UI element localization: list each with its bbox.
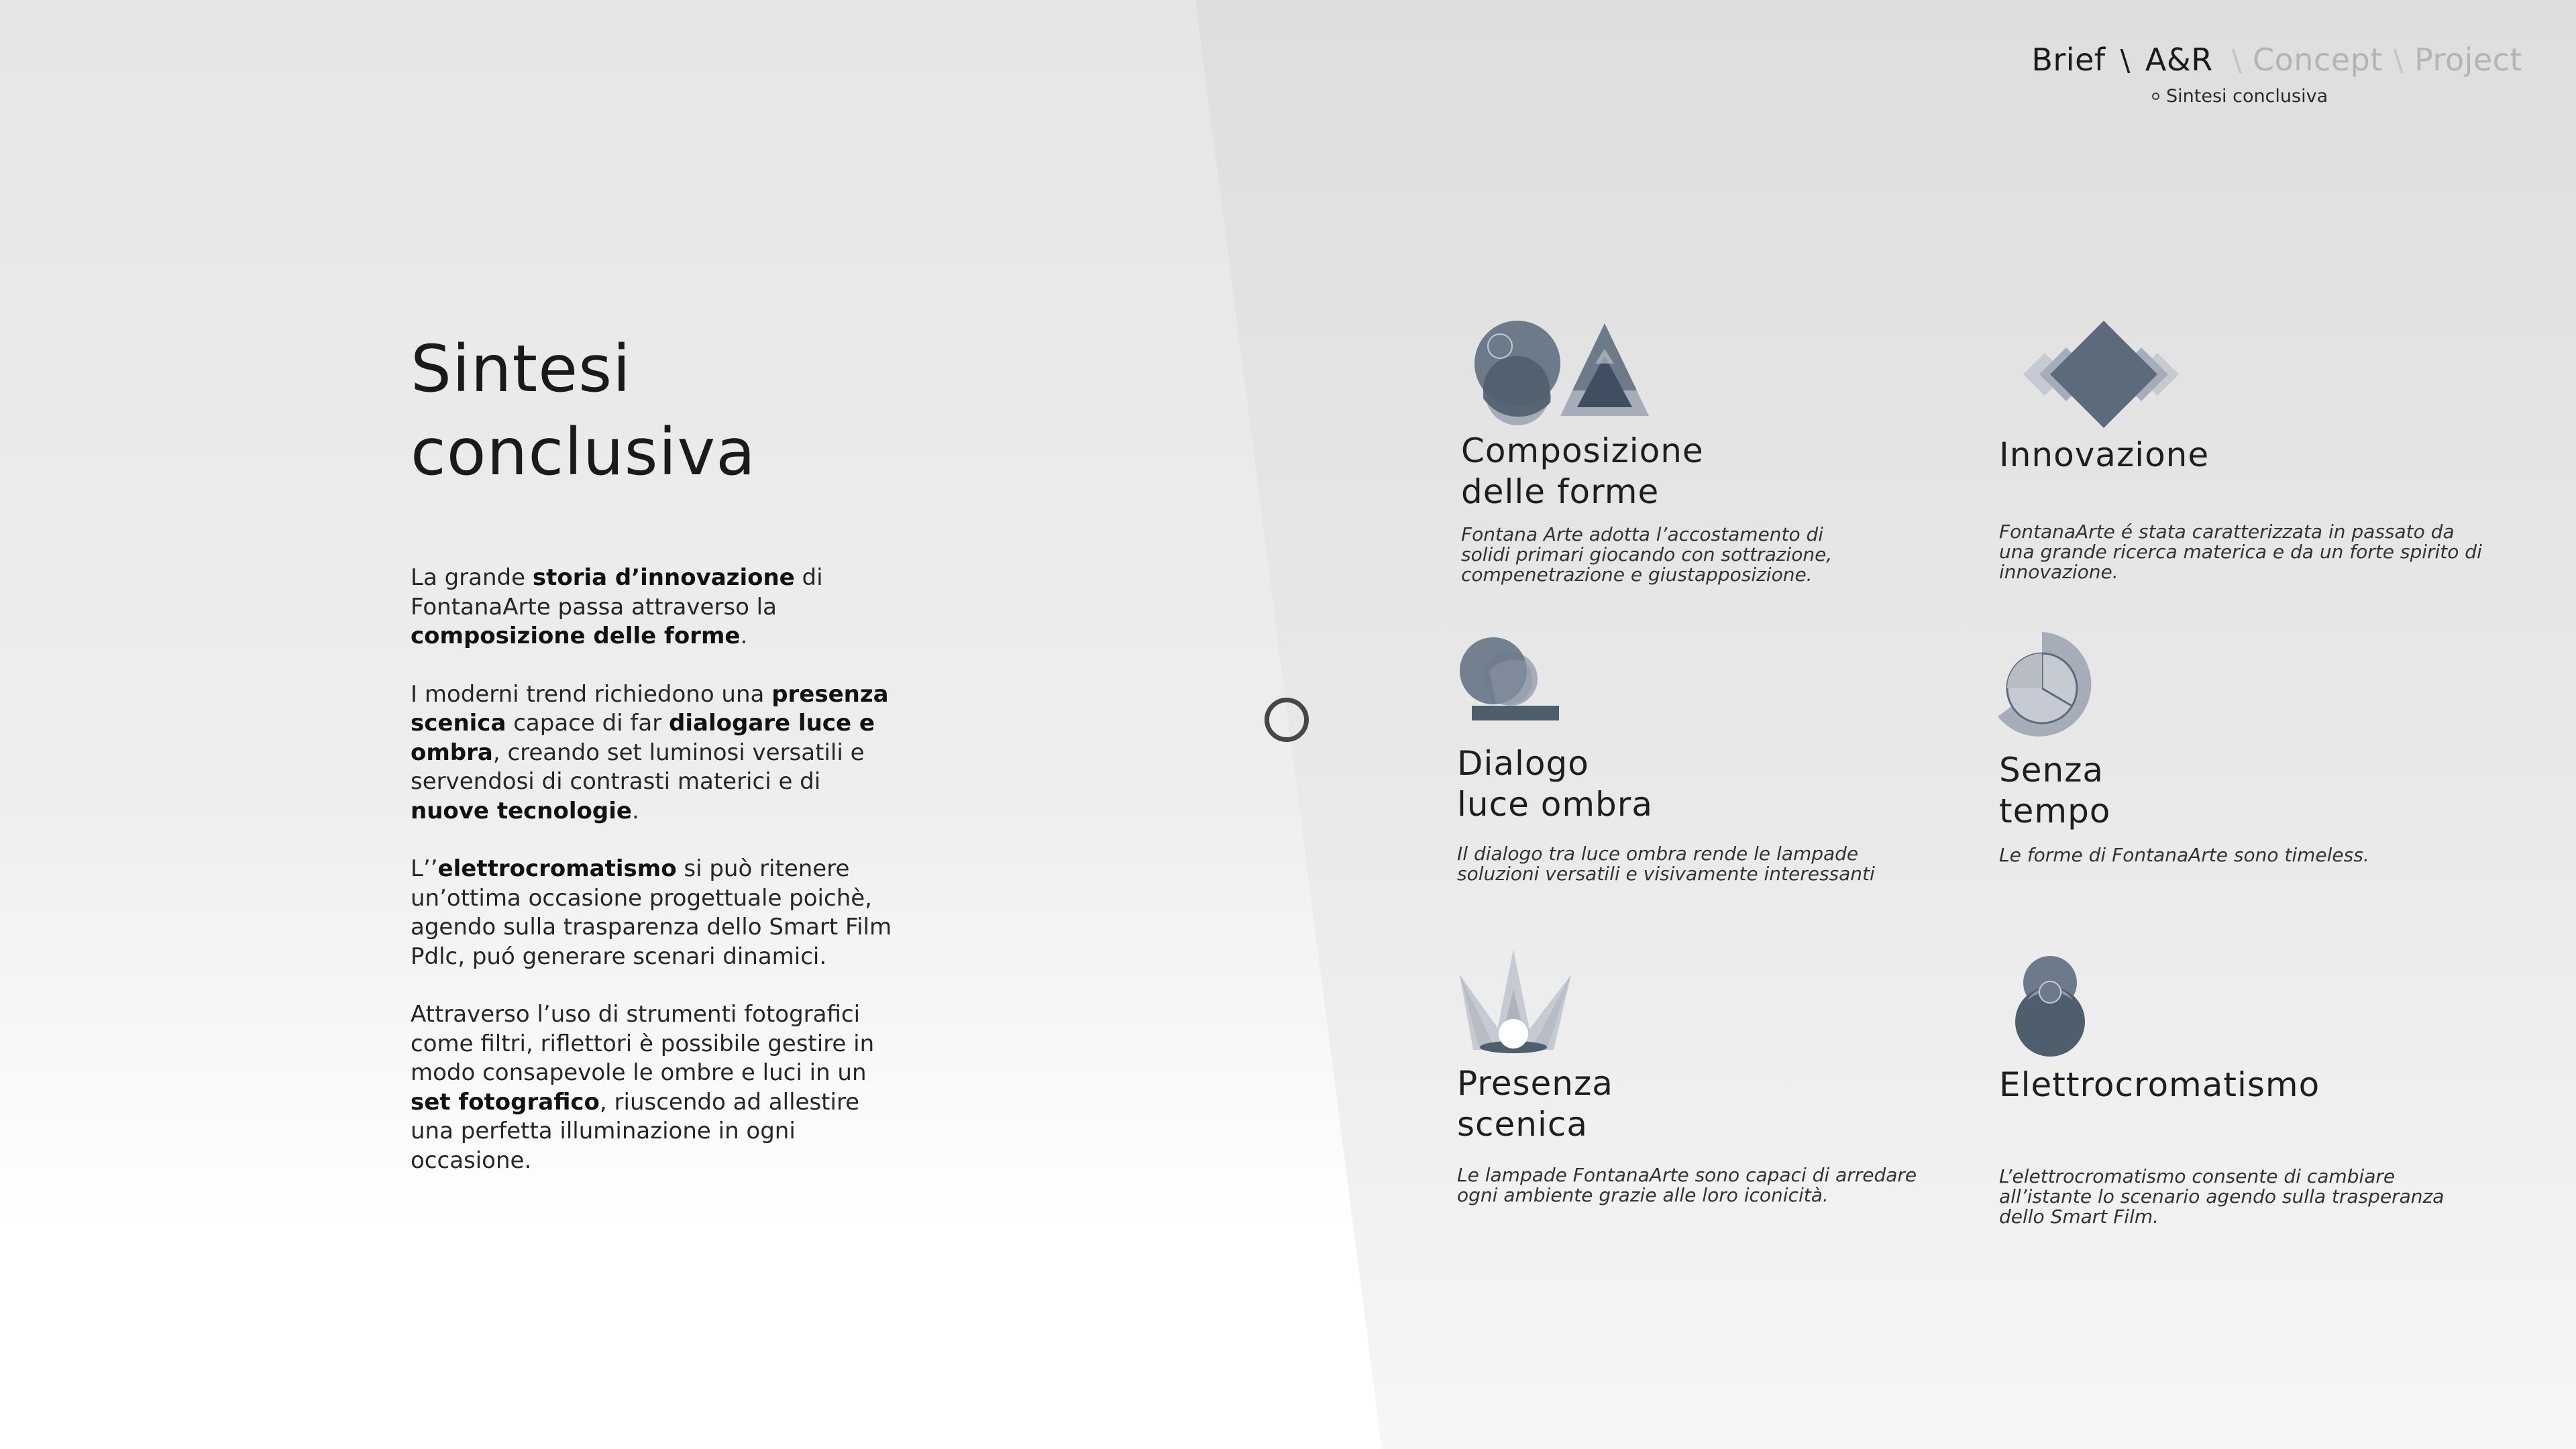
feature-title: scenica bbox=[1457, 1105, 1589, 1144]
body-text bbox=[411, 564, 894, 1204]
feature-description: FontanaArte é stata caratterizzata in passato da una grande ricerca materica e da un forte spirito di innovazione. bbox=[1999, 521, 2482, 583]
nav-separator: \ bbox=[2393, 44, 2404, 78]
feature-title: Presenza bbox=[1457, 1064, 1613, 1103]
body-text-run: La grande bbox=[411, 564, 533, 591]
light-shadow-icon bbox=[1456, 631, 1590, 724]
stage-spotlight-icon bbox=[1456, 943, 1583, 1057]
emphasis-text: presenza scenica bbox=[411, 680, 889, 737]
body-text-run: L’’ bbox=[411, 855, 438, 882]
page-title-line1: Sintesi bbox=[411, 331, 631, 407]
paragraph bbox=[411, 564, 894, 651]
feature-description: Le forme di FontanaArte sono timeless. bbox=[1999, 844, 2369, 866]
feature-title: Composizione bbox=[1461, 431, 1704, 470]
paragraph bbox=[411, 680, 894, 826]
feature-description: Le lampade FontanaArte sono capaci di arredare ogni ambiente grazie alle loro iconicità. bbox=[1457, 1164, 1917, 1206]
emphasis-text: storia d’innovazione bbox=[532, 564, 795, 591]
paragraph bbox=[411, 1000, 894, 1175]
nav-concept[interactable]: Concept bbox=[2253, 42, 2383, 78]
paragraph bbox=[411, 855, 894, 971]
nav-brief[interactable]: Brief bbox=[2031, 42, 2106, 78]
nav-separator: \ bbox=[2120, 44, 2131, 78]
feature-title: Innovazione bbox=[1999, 435, 2210, 474]
feature-title: Elettrocromatismo bbox=[1999, 1065, 2320, 1104]
clock-timeless-icon bbox=[1996, 631, 2117, 745]
diamonds-innovation-icon bbox=[1996, 315, 2211, 429]
body-text-run: , creando set luminosi versatili e servendosi di contrasti materici e di bbox=[411, 739, 865, 795]
emphasis-text: nuove tecnologie bbox=[411, 797, 632, 824]
nav-separator: \ bbox=[2231, 44, 2243, 78]
bullet-icon bbox=[2152, 93, 2159, 100]
subsection-indicator bbox=[2152, 86, 2328, 107]
feature-description: Fontana Arte adotta l’accostamento di solidi primari giocando con sottrazione, compenetrazione e giustapposizione. bbox=[1461, 523, 1833, 586]
body-text-run: si può ritenere un’ottima occasione progettuale poichè, agendo sulla trasparenza dello Smart Film Pdlc, puó generare scenari dinamici. bbox=[411, 855, 892, 970]
nav-ar[interactable]: A&R bbox=[2145, 42, 2213, 78]
section-nav bbox=[2031, 42, 2522, 78]
electrochromic-circles-icon bbox=[1996, 943, 2104, 1063]
feature-title: delle forme bbox=[1461, 472, 1660, 511]
subsection-label: Sintesi conclusiva bbox=[2166, 86, 2328, 107]
feature-description: Il dialogo tra luce ombra rende le lampade soluzioni versatili e visivamente interessanti bbox=[1457, 843, 1875, 885]
feature-title: Senza bbox=[1999, 751, 2104, 790]
body-text-run: . bbox=[631, 797, 639, 824]
shapes-composition-icon bbox=[1456, 315, 1657, 429]
body-text-run: di FontanaArte passa attraverso la bbox=[411, 564, 823, 621]
circle-marker-icon bbox=[1265, 698, 1309, 742]
body-text-run: . bbox=[740, 623, 748, 649]
feature-title: tempo bbox=[1999, 792, 2111, 830]
body-text-run: I moderni trend richiedono una bbox=[411, 680, 772, 708]
feature-description: L’elettrocromatismo consente di cambiare all’istante lo scenario agendo sulla trasperanza dello Smart Film. bbox=[1999, 1165, 2445, 1228]
emphasis-text: set fotografico bbox=[411, 1088, 600, 1116]
feature-title: Dialogo bbox=[1457, 744, 1589, 783]
emphasis-text: composizione delle forme bbox=[411, 623, 741, 649]
page-title bbox=[411, 327, 947, 494]
body-text-run: capace di far bbox=[506, 710, 669, 737]
emphasis-text: dialogare luce e ombra bbox=[411, 710, 875, 766]
feature-title: luce ombra bbox=[1457, 785, 1653, 824]
nav-project[interactable]: Project bbox=[2414, 42, 2522, 78]
emphasis-text: elettrocromatismo bbox=[437, 855, 677, 882]
page-title-line2: conclusiva bbox=[411, 415, 756, 490]
body-text-run: , riuscendo ad allestire una perfetta illuminazione in ogni occasione. bbox=[411, 1088, 860, 1174]
body-text-run: Attraverso l’uso di strumenti fotografici come filtri, riflettori è possibile gestire in modo consapevole le ombre e luci in un bbox=[411, 1001, 875, 1086]
